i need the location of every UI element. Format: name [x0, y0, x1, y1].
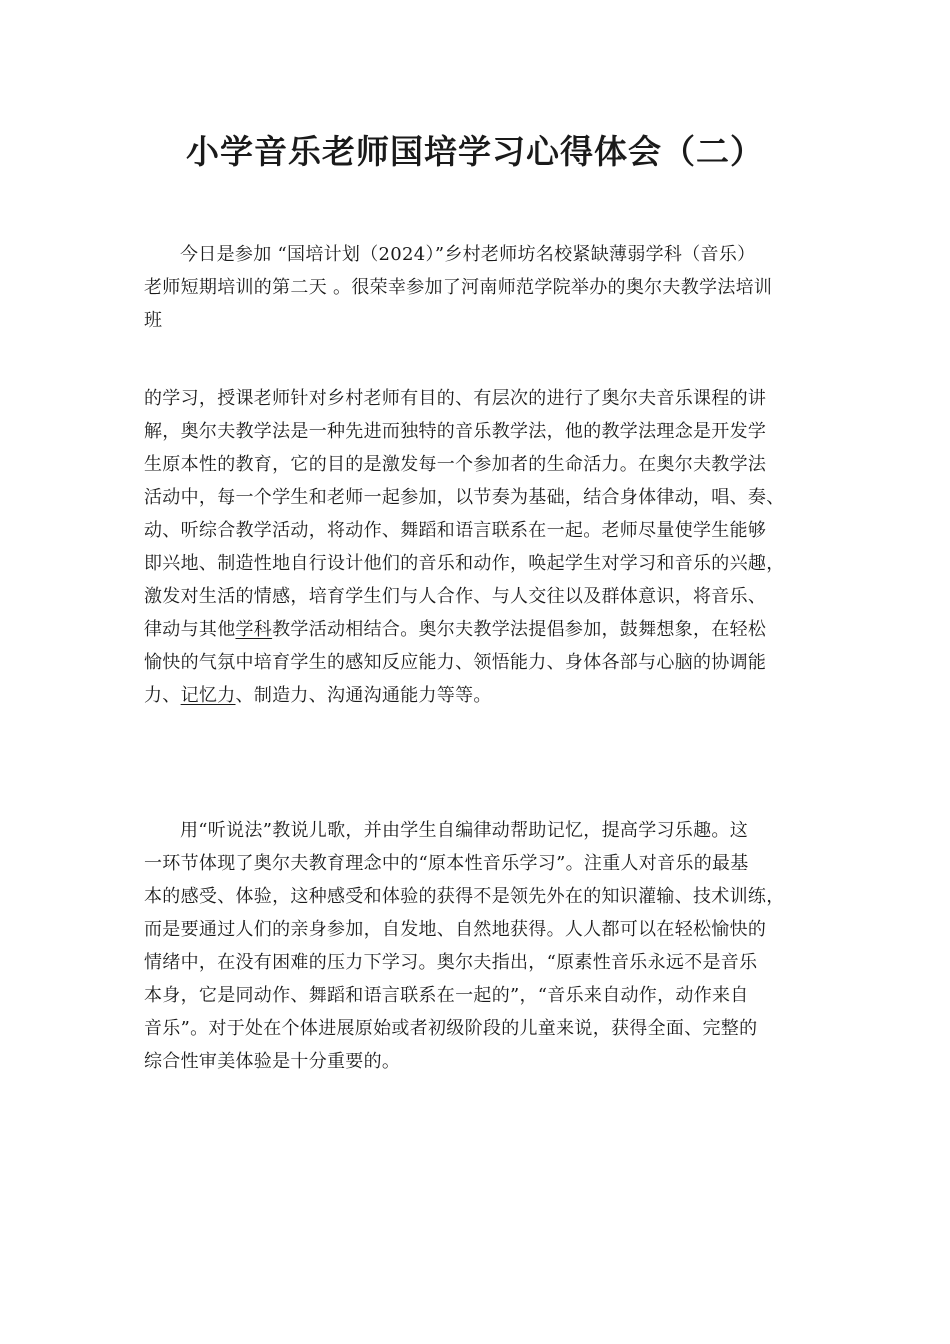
text-line: 综合性审美体验是十分重要的。: [144, 1051, 401, 1072]
text-line: 情绪中，在没有困难的压力下学习。奥尔夫指出，“原素性音乐永远不是音乐: [144, 952, 758, 973]
text-line: 用“听说法”教说儿歌，并由学生自编律动帮助记忆，提高学习乐趣。这: [180, 820, 749, 841]
text-line: 的学习，授课老师针对乡村老师有目的、有层次的进行了奥尔夫音乐课程的讲: [144, 388, 767, 409]
text-line: 今日是参加 “国培计划（2024）”乡村老师坊名校紧缺薄弱学科（音乐）: [180, 244, 756, 265]
text-line: 动、听综合教学活动，将动作、舞蹈和语言联系在一起。老师尽量使学生能够: [144, 520, 767, 541]
document-title: 小学音乐老师国培学习心得体会（二）: [186, 132, 764, 171]
text-segment: 教学活动相结合。奥尔夫教学法提倡参加，鼓舞想象，在轻松: [272, 619, 767, 640]
text-line: 活动中，每一个学生和老师一起参加，以节奏为基础，结合身体律动，唱、奏、: [144, 487, 785, 508]
text-line: [144, 679, 810, 712]
paragraph-listening-method: [144, 814, 810, 1078]
text-segment: 、制造力、沟通沟通能力等等。: [235, 685, 492, 706]
text-line: 一环节体现了奥尔夫教育理念中的“原本性音乐学习”。注重人对音乐的最基: [144, 853, 749, 874]
paragraph-orff-method: [144, 382, 810, 712]
text-line: 解，奥尔夫教学法是一种先进而独特的音乐教学法，他的教学法理念是开发学: [144, 421, 767, 442]
text-line: 而是要通过人们的亲身参加，自发地、自然地获得。人人都可以在轻松愉快的: [144, 919, 767, 940]
text-line: 愉快的气氛中培育学生的感知反应能力、领悟能力、身体各部与心脑的协调能: [144, 652, 767, 673]
text-line: 本的感受、体验，这种感受和体验的获得不是领先外在的知识灌输、技术训练，: [144, 886, 785, 907]
text-segment: 律动与其他: [144, 619, 236, 640]
text-line: 老师短期培训的第二天 。很荣幸参加了河南师范学院举办的奥尔夫教学法培训: [144, 277, 773, 298]
text-line: [144, 613, 810, 646]
paragraph-intro: [144, 238, 810, 337]
subject-link[interactable]: 学科: [235, 619, 273, 640]
memory-link[interactable]: 记忆力: [180, 685, 236, 706]
text-line: 即兴地、制造性地自行设计他们的音乐和动作，唤起学生对学习和音乐的兴趣，: [144, 553, 785, 574]
text-line: 班: [144, 310, 163, 331]
text-segment: 力、: [144, 685, 181, 706]
text-line: 生原本性的教育，它的目的是激发每一个参加者的生命活力。在奥尔夫教学法: [144, 454, 767, 475]
text-line: 音乐”。对于处在个体进展原始或者初级阶段的儿童来说，获得全面、完整的: [144, 1018, 758, 1039]
text-line: 本身，它是同动作、舞蹈和语言联系在一起的”，“音乐来自动作，动作来自: [144, 985, 749, 1006]
text-line: 激发对生活的情感，培育学生们与人合作、与人交往以及群体意识，将音乐、: [144, 586, 767, 607]
